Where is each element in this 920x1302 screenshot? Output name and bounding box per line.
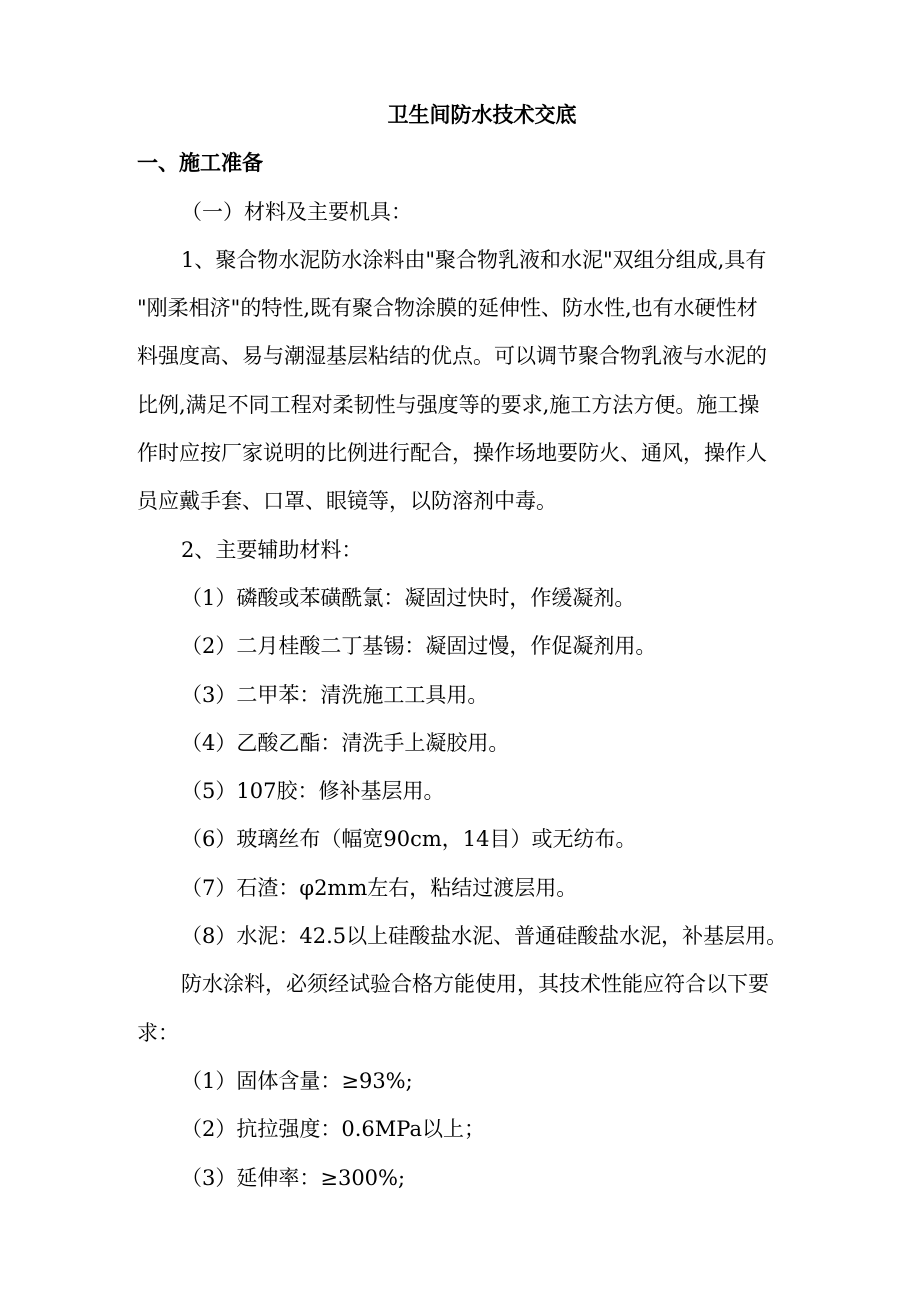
paragraph-line: 作时应按厂家说明的比例进行配合，操作场地要防火、通风，操作人 (137, 441, 767, 466)
item-heading: 2、主要辅助材料： (181, 537, 363, 562)
list-item: （3）二甲苯：清洗施工工具用。 (181, 682, 489, 707)
list-item: （1）磷酸或苯磺酰氯：凝固过快时，作缓凝剂。 (181, 585, 636, 610)
list-item: （2）二月桂酸二丁基锡：凝固过慢，作促凝剂用。 (181, 634, 657, 659)
subsection-heading: （一）材料及主要机具： (181, 199, 412, 224)
paragraph-line: 求： (137, 1020, 179, 1045)
list-item: （2）抗拉强度：0.6MPa以上； (181, 1117, 485, 1142)
paragraph-line: 料强度高、易与潮湿基层粘结的优点。可以调节聚合物乳液与水泥的 (137, 344, 767, 369)
document-page (137, 91, 787, 1202)
list-item: （8）水泥：42.5以上硅酸盐水泥、普通硅酸盐水泥，补基层用。 (181, 924, 788, 949)
list-item: （1）固体含量：≥93%; (181, 1068, 413, 1093)
list-item: （7）石渣：φ2mm左右，粘结过渡层用。 (181, 875, 578, 900)
paragraph-line: 1、聚合物水泥防水涂料由"聚合物乳液和水泥"双组分组成,具有 (181, 247, 767, 272)
section-heading: 一、施工准备 (137, 150, 263, 176)
list-item: （3）延伸率：≥300%; (181, 1165, 406, 1190)
paragraph-line: "刚柔相济"的特性,既有聚合物涂膜的延伸性、防水性,也有水硬性材 (137, 296, 758, 321)
doc-title: 卫生间防水技术交底 (387, 102, 577, 127)
list-item: （4）乙酸乙酯：清洗手上凝胶用。 (181, 730, 510, 755)
list-item: （6）玻璃丝布（幅宽90cm，14目）或无纺布。 (181, 827, 637, 852)
paragraph-line: 员应戴手套、口罩、眼镜等，以防溶剂中毒。 (137, 489, 557, 514)
list-item: （5）107胶：修补基层用。 (181, 779, 445, 804)
paragraph-line: 防水涂料，必须经试验合格方能使用，其技术性能应符合以下要 (181, 972, 769, 997)
paragraph-line: 比例,满足不同工程对柔韧性与强度等的要求,施工方法方便。施工操 (137, 392, 760, 417)
